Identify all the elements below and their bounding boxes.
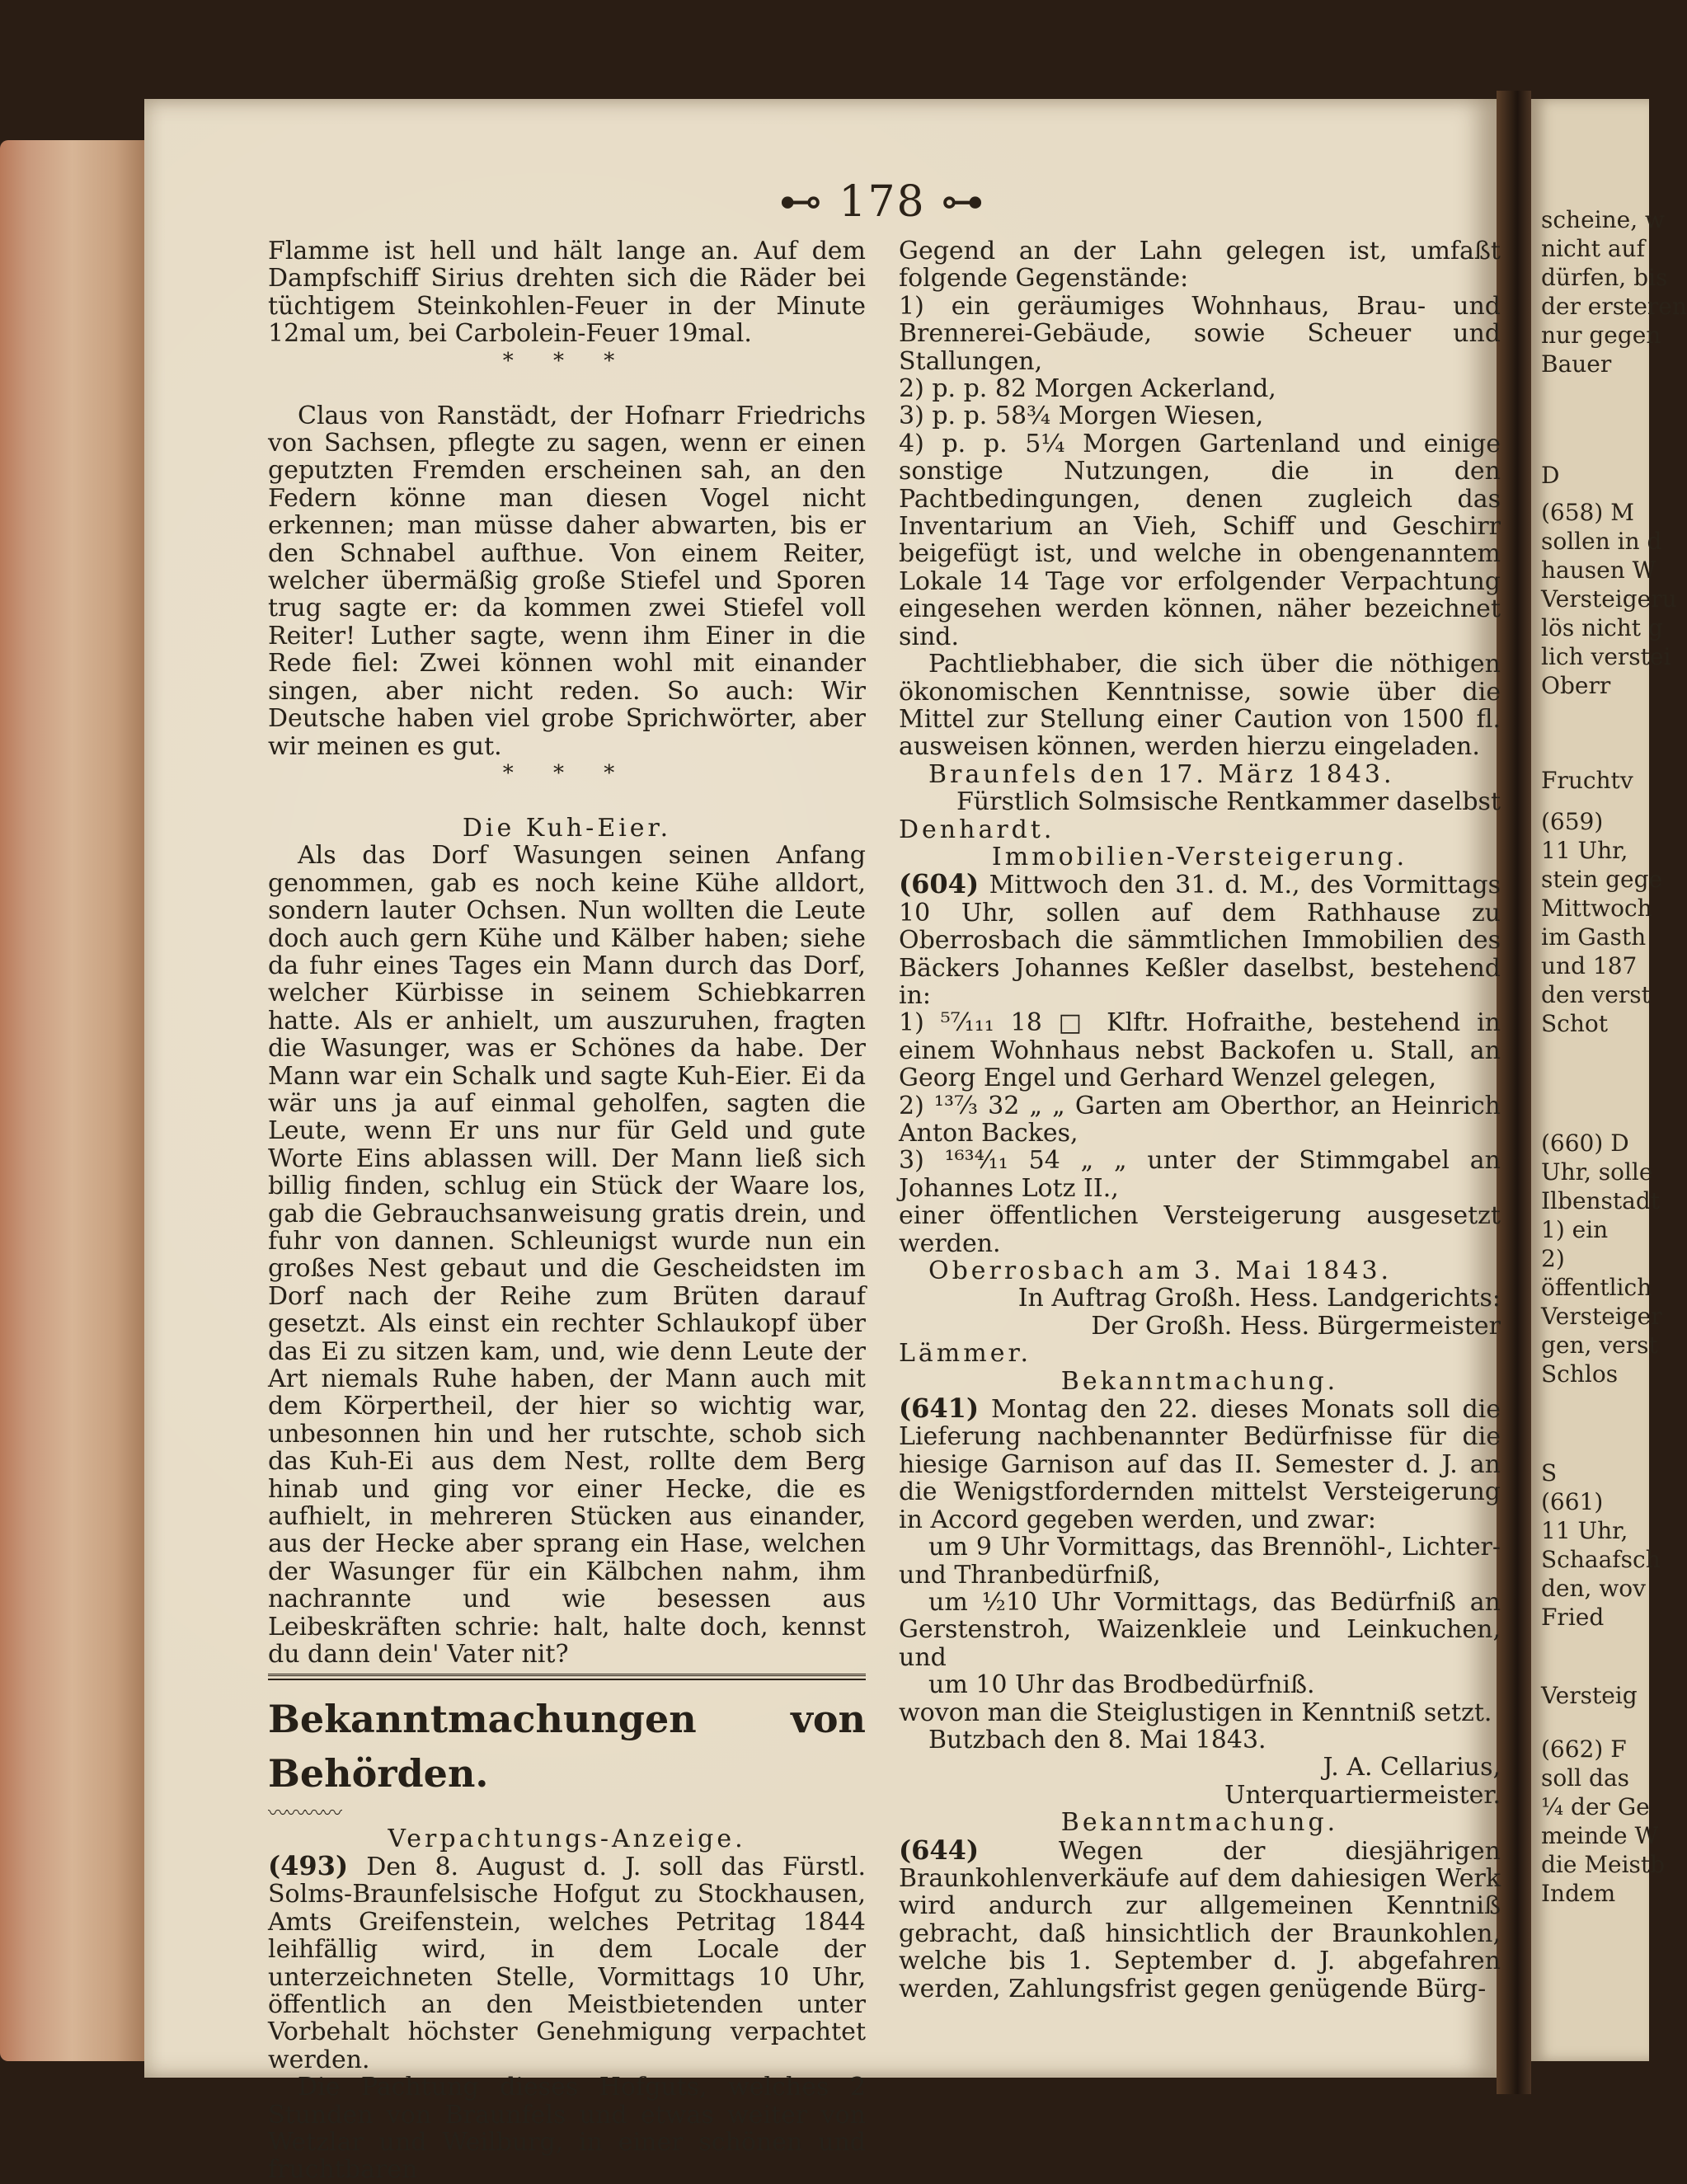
adjacent-page-fragment: lös nicht g bbox=[1541, 614, 1663, 641]
adjacent-page-fragment: Ilbenstadt bbox=[1541, 1187, 1661, 1214]
adjacent-page-fragment: nicht auf bbox=[1541, 235, 1645, 262]
adjacent-page-fragment: Versteiger bbox=[1541, 1303, 1662, 1330]
adjacent-page-fragment: nur gegen bbox=[1541, 322, 1661, 349]
steam-ship-paragraph: Flamme ist hell und hält lange an. Auf dem Dampfschiff Sirius drehten sich die Räder bei tüchtigem Steinkohlen-Feuer in der Minute 12mal um, bei Carbolein-Feuer 19mal. bbox=[268, 237, 866, 349]
book-fore-edge bbox=[0, 140, 144, 2061]
adjacent-page-fragment: die Meistb bbox=[1541, 1851, 1666, 1878]
office-line: Unterquartiermeister. bbox=[1224, 1780, 1501, 1810]
adjacent-page-fragment: Schlos bbox=[1541, 1360, 1619, 1388]
ad-closing: wovon man die Steiglustigen in Kenntniß setzt. bbox=[899, 1698, 1492, 1727]
ad-closing: einer öffentlichen Versteigerung ausgesetzt werden. bbox=[899, 1201, 1501, 1258]
adjacent-page-fragment: Schaafsch bbox=[1541, 1546, 1661, 1573]
adjacent-page-fragment: (660) D bbox=[1541, 1130, 1629, 1157]
book-gutter bbox=[1497, 91, 1531, 2094]
signature: Lämmer. bbox=[899, 1339, 1032, 1369]
adjacent-page-fragment: (658) M bbox=[1541, 499, 1634, 526]
adjacent-page-fragment: D bbox=[1541, 462, 1560, 489]
anecdote-paragraph: Claus von Ranstädt, der Hofnarr Friedrichs von Sachsen, pflegte zu sagen, wenn er einen geputzten Fremden erscheinen sah, an den Federn könne man diesen Vogel nicht erkennen; man müsse daher abwarten, bis er den Schnabel aufthue. Von einem Reiter, welcher übermäßig große Stiefel und Sporen trug sagte er: da kommen zwei Stiefel voll Reiter! Luther sagte, wenn ihm Einer in die Rede fiel: Zwei können wohl mit einander singen, aber nicht reden. So auch: Wir Deutsche haben viel grobe Sprichwörter, aber wir meinen es gut. bbox=[268, 401, 866, 761]
ad-heading: Immobilien-Versteigerung. bbox=[991, 842, 1408, 871]
ad-heading: Bekanntmachung. bbox=[1060, 1366, 1339, 1396]
adjacent-page-fragment: den, wov bbox=[1541, 1575, 1646, 1602]
adjacent-page-fragment: 1) ein bbox=[1541, 1216, 1609, 1243]
office-line: Fürstlich Solmsische Rentkammer daselbst bbox=[956, 787, 1501, 817]
adjacent-page-fragment: Indem bbox=[1541, 1880, 1616, 1907]
adjacent-page-fragment: (661) bbox=[1541, 1488, 1604, 1515]
adjacent-page-fragment: Oberr bbox=[1541, 672, 1611, 699]
asterisk-divider: * * * bbox=[502, 348, 632, 373]
story-title: Die Kuh-Eier. bbox=[462, 813, 672, 843]
adjacent-page-fragment: im Gasth bbox=[1541, 923, 1647, 951]
adjacent-page-fragment: Fried bbox=[1541, 1604, 1605, 1631]
adjacent-page-fragment: 11 Uhr, bbox=[1541, 1517, 1628, 1544]
adjacent-page-fragment: 2) bbox=[1541, 1245, 1565, 1272]
ad-number: (604) bbox=[899, 868, 980, 900]
place-date: Braunfels den 17. März 1843. bbox=[928, 759, 1395, 789]
list-item: 2) p. p. 82 Morgen Ackerland, bbox=[899, 374, 1276, 404]
list-item bbox=[899, 1092, 1501, 1148]
adjacent-page-fragment: sollen in d bbox=[1541, 528, 1662, 555]
asterisk-divider: * * * bbox=[502, 760, 632, 786]
adjacent-page-fragment: soll das bbox=[1541, 1764, 1630, 1792]
office-line: In Auftrag Großh. Hess. Landgerichts: bbox=[1017, 1284, 1501, 1313]
adjacent-page-fragment: Fruchtv bbox=[1541, 767, 1633, 794]
right-column bbox=[899, 237, 1501, 2003]
adjacent-page-fragment: Uhr, solle bbox=[1541, 1158, 1653, 1186]
signature: J. A. Cellarius, bbox=[1323, 1753, 1501, 1782]
adjacent-page-fragment: dürfen, bis bbox=[1541, 264, 1668, 291]
adjacent-page-fragment: (659) bbox=[1541, 808, 1604, 835]
adjacent-page-fragment: meinde W bbox=[1541, 1822, 1659, 1849]
adjacent-page-fragment: (662) F bbox=[1541, 1735, 1627, 1763]
office-line: Der Großh. Hess. Bürgermeister bbox=[1091, 1311, 1501, 1341]
adjacent-page-fragment: öffentlich bbox=[1541, 1274, 1652, 1301]
ad-text: Wegen der diesjährigen Braunkohlenverkäufe auf dem dahiesigen Werk wird andurch zur allgemeinen Kenntniß gebracht, daß hinsichtlich der Braunkohlen, welche bis 1. September d. J. abgefahren werden, Zahlungsfrist gegen genügende Bürg- bbox=[899, 1836, 1501, 2003]
adjacent-page-fragment: 11 Uhr, bbox=[1541, 837, 1628, 864]
list-item: 1) ein geräumiges Wohnhaus, Brau- und Brennerei-Gebäude, sowie Scheuer und Stallungen, bbox=[899, 291, 1501, 376]
list-item: 4) p. p. 5¼ Morgen Gartenland und einige sonstige Nutzungen, die in den Pachtbedingungen, denen zugleich das Inventarium an Vieh, Schiff und Geschirr beigefügt ist, und welche in obengenanntem Lokale 14 Tage vor erfolgender Verpachtung eingesehen werden können, näher bezeichnet sind. bbox=[899, 429, 1501, 651]
parcel-number: 1) ⁵⁷⁄₁₁₁ 18 □ Klftr. bbox=[899, 1008, 1169, 1038]
parcel-number: 3) ¹⁶³⁴⁄₁₁ 54 „ „ bbox=[899, 1146, 1127, 1176]
parcel-desc: unter der Stimmgabel an Johannes Lotz II., bbox=[899, 1146, 1501, 1203]
ad-text: Montag den 22. dieses Monats soll die Lieferung nachbenannter Bedürfnisse für die hiesige Garnison auf das II. Semester d. J. an die Wenigstfordernden mittelst Versteigerung in Accord gegeben werden, und zwar: bbox=[899, 1395, 1501, 1534]
adjacent-page-fragment: und 187 bbox=[1541, 952, 1638, 979]
adjacent-page-fragment: lich verstei bbox=[1541, 643, 1671, 670]
ad-paragraph bbox=[899, 1395, 1501, 1533]
adjacent-page-fragment: scheine, w bbox=[1541, 206, 1665, 233]
ad-conditions: Pachtliebhaber, die sich über die nöthigen ökonomischen Kenntnisse, sowie über die Mittel zur Stellung einer Caution von 1500 fl. ausweisen können, werden hierzu eingeladen. bbox=[899, 650, 1501, 762]
section-divider bbox=[268, 1674, 866, 1680]
ad-paragraph bbox=[899, 868, 1501, 1010]
list-item: 3) p. p. 58¾ Morgen Wiesen, bbox=[899, 402, 1264, 431]
adjacent-page-fragment: Versteig bbox=[1541, 1682, 1638, 1709]
ad-paragraph bbox=[899, 1834, 1501, 2003]
place-date: Butzbach den 8. Mai 1843. bbox=[928, 1725, 1266, 1754]
ad-text: Mittwoch den 31. d. M., des Vormittags 10 Uhr, sollen auf dem Rathhause zu Oberrosbach die sämmtlichen Immobilien des Bäckers Johannes Keßler daselbst, bestehend in: bbox=[899, 871, 1501, 1010]
parcel-desc: Hofraithe, bestehend in einem Wohnhaus nebst Backofen u. Stall, an Georg Engel und Gerhard Wenzel gelegen, bbox=[899, 1008, 1501, 1093]
adjacent-page-fragment: der ersteren bbox=[1541, 293, 1687, 320]
adjacent-page-fragment: den verst bbox=[1541, 981, 1651, 1008]
parcel-number: 2) ¹³⁷⁄₃ 32 „ „ bbox=[899, 1091, 1065, 1120]
story-paragraph: Als das Dorf Wasungen seinen Anfang genommen, gab es noch keine Kühe alldort, sondern lauter Ochsen. Nun wollten die Leute doch auch gern Kühe und Kälber haben; siehe da fuhr eines Tages ein Mann durch das Dorf, welcher Kürbisse in seinem Schiebkarren hatte. Als er anhielt, um auszuruhen, fragten die Wasunger, was er Schönes da habe. Der Mann war ein Schalk und sagte Kuh-Eier. Ei da wär uns ja auf einmal geholfen, sagten die Leute, wenn Er uns nur für Geld und gute Worte Eins ablassen will. Der Mann ließ sich billig finden, schlug ein Stück der Waare los, gab die Gebrauchsanweisung gratis drein, und fuhr von dannen. Schleunigst wurde nun ein großes Nest gebaut und die Gescheidsten im Dorf nach der Reihe zum Brüten darauf gesetzt. Als einst ein rechter Schlaukopf über das Ei zu sitzen kam, und, wie denn Leute der Art niemals Ruhe haben, der Mann auch mit dem Körpertheil, der hier so wichtig war, unbesonnen hin und her rutschte, schob sich das Kuh-Ei aus dem Nest, rollte dem Berg hinab und ging vor einer Hecke, die es aufhielt, in mehreren Stücken aus einander, aus der Hecke aber sprang ein Hase, welchen der Wasunger für ein Kälbchen nahm, ihm nachrannte und wie besessen aus Leibeskräften schrie: halt, halte doch, kennst du dann dein' Vater nit? bbox=[268, 841, 866, 1670]
adjacent-page-fragment: hausen W bbox=[1541, 557, 1656, 584]
ad-heading: Verpachtungs-Anzeige. bbox=[388, 1824, 746, 1853]
list-item bbox=[899, 1009, 1501, 1092]
ad-heading: Bekanntmachung. bbox=[1060, 1808, 1339, 1838]
parcel-desc: Garten am Oberthor, an Heinrich Anton Backes, bbox=[899, 1091, 1501, 1148]
ad-number: (493) bbox=[268, 1849, 349, 1881]
list-item: um 10 Uhr das Brodbedürfniß. bbox=[928, 1670, 1315, 1700]
page-number: ⊷ 178 ⊶ bbox=[778, 177, 986, 227]
list-item: um 9 Uhr Vormittags, das Brennöhl-, Lichter- und Thranbedürfniß, bbox=[899, 1533, 1501, 1590]
section-title: Bekanntmachungen von Behörden. bbox=[268, 1696, 866, 1796]
adjacent-page bbox=[1531, 99, 1687, 2061]
adjacent-page-fragment: Mittwoch bbox=[1541, 895, 1652, 922]
ad-number: (644) bbox=[899, 1834, 980, 1866]
place-date: Oberrosbach am 3. Mai 1843. bbox=[928, 1256, 1393, 1286]
list-item: um ½10 Uhr Vormittags, das Bedürfniß an Gerstenstroh, Waizenkleie und Leinkuchen, und bbox=[899, 1587, 1501, 1672]
adjacent-page-fragment: ¼ der Ge bbox=[1541, 1793, 1650, 1820]
adjacent-page-fragment: Schot bbox=[1541, 1010, 1609, 1037]
ad-paragraph bbox=[268, 1849, 866, 2074]
adjacent-page-fragment: Bauer bbox=[1541, 350, 1612, 378]
ad-paragraph-2: Die Pachtung dieses Hofguts, welches 2 Stunden von Braunfels und etwas weiter von Wetzlar und Weilburg, in einer schönen und fruchtbaren bbox=[268, 2073, 866, 2184]
ad-number: (641) bbox=[899, 1393, 980, 1425]
ad-continuation: Gegend an der Lahn gelegen ist, umfaßt folgende Gegenstände: bbox=[899, 237, 1501, 294]
signature: Denhardt. bbox=[899, 815, 1055, 844]
adjacent-page-fragment: stein gege bbox=[1541, 866, 1663, 893]
list-item bbox=[899, 1147, 1501, 1202]
adjacent-page-fragment: Versteigeru bbox=[1541, 585, 1677, 613]
left-column bbox=[268, 237, 866, 2184]
flourish-ornament: 〰〰〰〰 bbox=[268, 1801, 341, 1825]
adjacent-page-fragment: gen, verst bbox=[1541, 1332, 1658, 1359]
adjacent-page-fragment: S bbox=[1541, 1459, 1558, 1487]
ad-text: Den 8. August d. J. soll das Fürstl. Solms-Braunfelsische Hofgut zu Stockhausen, Amts Greifenstein, welches Petritag 1844 leihfällig wird, in dem Locale der unterzeichneten Stelle, Vormittags 10 Uhr, öffentlich an den Meistbietenden unter Vorbehalt höchster Genehmigung verpachtet werden. bbox=[268, 1852, 866, 2074]
